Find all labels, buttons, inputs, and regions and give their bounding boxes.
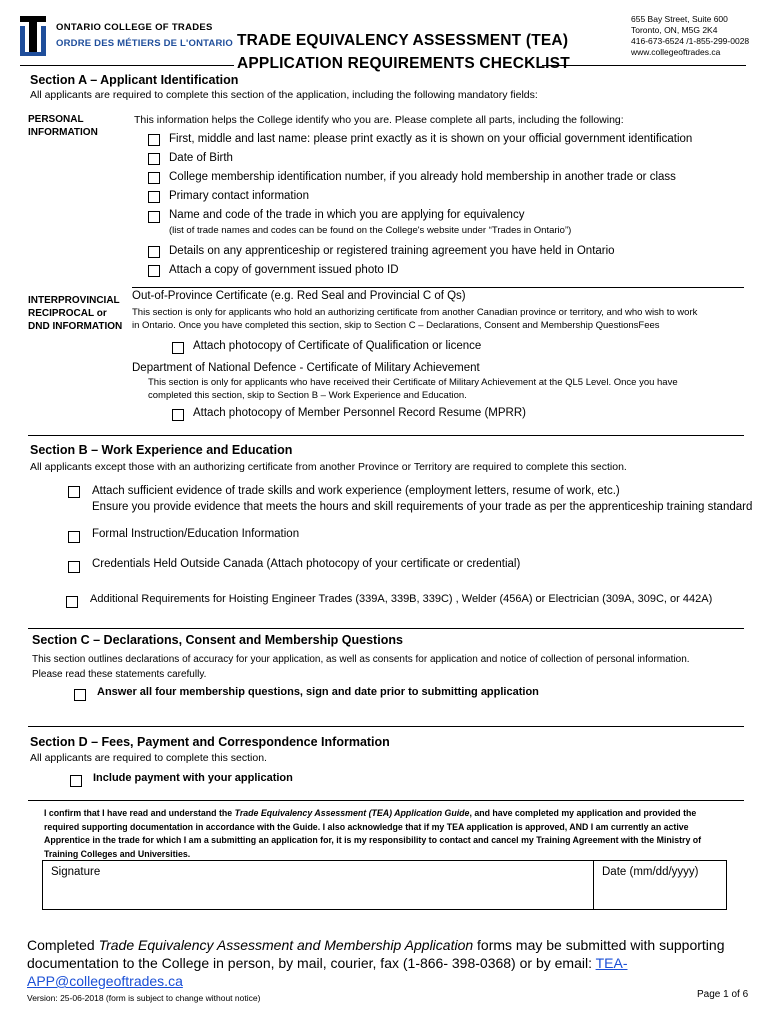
item-membership-questions: Answer all four membership questions, sign and date prior to submitting application <box>97 686 539 698</box>
submission-instructions: Completed Trade Equivalency Assessment and Membership Application forms may be submitted with supporting documentation to the College in person, by mail, courier, fax (1-866- 398-0368) or by email: TEA-APP@collegeoftrades.ca <box>27 937 725 989</box>
section-a-title: Section A – Applicant Identification <box>30 73 239 87</box>
checkbox-trade-evidence[interactable] <box>68 486 80 498</box>
item-mprr: Attach photocopy of Member Personnel Record Resume (MPRR) <box>193 407 527 419</box>
item-formal-instruction: Formal Instruction/Education Information <box>92 528 300 540</box>
interprovincial-label: INTERPROVINCIAL RECIPROCAL or DND INFORMATION <box>28 295 123 332</box>
item-trade-evidence: Attach sufficient evidence of trade skills and work experience (employment letters, resume of work, etc.) Ensure you provide evidence that meets the hours and skill requirements of your trade as per the apprenticeship training standard <box>92 485 753 513</box>
checkbox-contact-info[interactable] <box>148 191 160 203</box>
item-trade-name: Name and code of the trade in which you are applying for equivalency <box>169 209 525 221</box>
college-logo-icon <box>20 16 46 58</box>
checkbox-include-payment[interactable] <box>70 775 82 787</box>
trade-list-note: (list of trade names and codes can be found on the College's website under “Trades in Ontario”) <box>169 225 572 236</box>
checkbox-membership-id[interactable] <box>148 172 160 184</box>
item-apprenticeship: Details on any apprenticeship or registered training agreement you have held in Ontario <box>169 245 615 257</box>
section-b-intro: All applicants except those with an authorizing certificate from another Province or Territory are required to complete this section. <box>30 461 627 473</box>
signature-label: Signature <box>51 866 101 878</box>
email-link[interactable]: TEA-APP@collegeoftrades.ca <box>27 955 628 989</box>
section-d-title: Section D – Fees, Payment and Correspondence Information <box>30 735 390 749</box>
org-name-fr: ORDRE DES MÉTIERS DE L'ONTARIO <box>56 38 233 49</box>
signature-field[interactable] <box>42 860 594 910</box>
item-contact-info: Primary contact information <box>169 190 309 202</box>
dnd-description: This section is only for applicants who have received their Certificate of Military Achievement at the QL5 Level. Once you have completed this section, skip to Section B – Work Experience and Education. <box>148 377 678 401</box>
item-date-of-birth: Date of Birth <box>169 152 233 164</box>
item-membership-id: College membership identification number, if you already hold membership in another trade or class <box>169 171 676 183</box>
section-c-title: Section C – Declarations, Consent and Membership Questions <box>32 633 403 647</box>
dnd-title: Department of National Defence - Certificate of Military Achievement <box>132 362 480 374</box>
item-certificate-of-qualification: Attach photocopy of Certificate of Qualification or licence <box>193 340 482 352</box>
version-note: Version: 25-06-2018 (form is subject to change without notice) <box>27 993 261 1003</box>
item-credentials-outside-canada: Credentials Held Outside Canada (Attach photocopy of your certificate or credential) <box>92 558 521 570</box>
date-label: Date (mm/dd/yyyy) <box>602 866 699 878</box>
checkbox-photo-id[interactable] <box>148 265 160 277</box>
personal-info-intro: This information helps the College identify who you are. Please complete all parts, including the following: <box>134 114 624 126</box>
personal-info-label: PERSONAL INFORMATION <box>28 114 98 138</box>
checkbox-trade-name[interactable] <box>148 211 160 223</box>
oop-certificate-title: Out-of-Province Certificate (e.g. Red Seal and Provincial C of Qs) <box>132 290 466 302</box>
oop-description: This section is only for applicants who hold an authorizing certificate from another Canadian province or territory, and who wish to work in Ontario. Once you have completed this section, skip to Section C – Declarations, Consent and Membership QuestionsFees <box>132 307 698 331</box>
checkbox-apprenticeship[interactable] <box>148 246 160 258</box>
section-d-intro: All applicants are required to complete this section. <box>30 752 267 764</box>
item-additional-requirements: Additional Requirements for Hoisting Engineer Trades (339A, 339B, 339C) , Welder (456A) or Electrician (309A, 309C, or 442A) <box>90 593 713 605</box>
section-c-intro: This section outlines declarations of accuracy for your application, as well as consents for application and notice of collection of personal information. Please read these statements carefully. <box>32 654 690 680</box>
section-b-title: Section B – Work Experience and Education <box>30 443 293 457</box>
checkbox-additional-requirements[interactable] <box>66 596 78 608</box>
checkbox-date-of-birth[interactable] <box>148 153 160 165</box>
page-subtitle: APPLICATION REQUIREMENTS CHECKLIST <box>237 55 570 72</box>
checkbox-credentials-outside-canada[interactable] <box>68 561 80 573</box>
date-field[interactable] <box>593 860 727 910</box>
checkbox-full-name[interactable] <box>148 134 160 146</box>
item-photo-id: Attach a copy of government issued photo ID <box>169 264 399 276</box>
confirmation-statement: I confirm that I have read and understand the Trade Equivalency Assessment (TEA) Application Guide, and have completed my application and provided the required supporting documentation in accordance with the Guide. I also acknowledge that if my TEA application is approved, AND I am currently an active Apprentice in the trade for which I am a submitting an application for, it is my responsibility to contact and cancel my Training Agreement with the Ministry of Training Colleges and Universities. <box>44 808 702 859</box>
checkbox-formal-instruction[interactable] <box>68 531 80 543</box>
checkbox-membership-questions[interactable] <box>74 689 86 701</box>
page-title: TRADE EQUIVALENCY ASSESSMENT (TEA) <box>237 32 569 49</box>
college-address: 655 Bay Street, Suite 600 Toronto, ON, M5G 2K4 416-673-6524 /1-855-299-0028 www.collegeoftrades.ca <box>631 14 750 57</box>
item-include-payment: Include payment with your application <box>93 772 293 784</box>
checkbox-mprr[interactable] <box>172 409 184 421</box>
item-full-name: First, middle and last name: please print exactly as it is shown on your official government identification <box>169 133 693 145</box>
page-number: Page 1 of 6 <box>697 989 749 1000</box>
section-a-intro: All applicants are required to complete this section of the application, including the following mandatory fields: <box>30 89 538 101</box>
org-name-en: ONTARIO COLLEGE OF TRADES <box>56 22 213 33</box>
checkbox-certificate-of-qualification[interactable] <box>172 342 184 354</box>
